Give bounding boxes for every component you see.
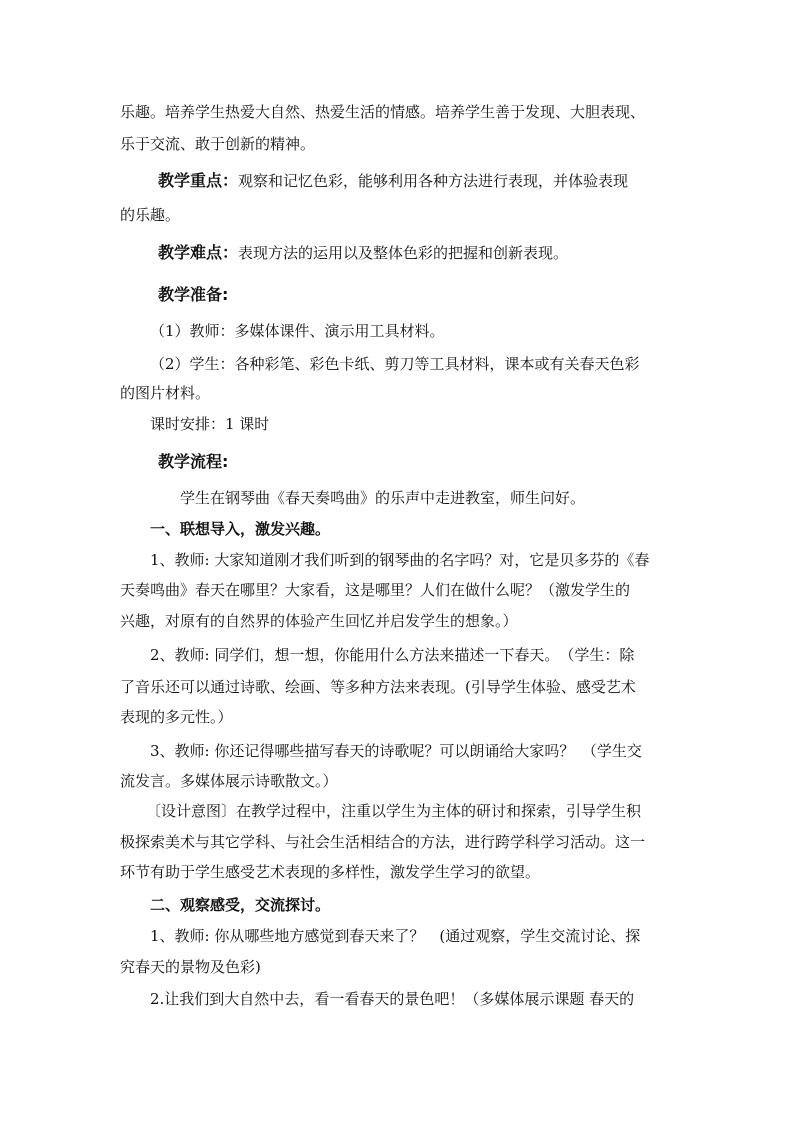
preparation-heading: 教学准备: (158, 285, 229, 304)
key-points-text: 观察和记忆色彩，能够利用各种方法进行表现，并体验表现 (238, 172, 629, 190)
key-points-line-2: 的乐趣。 (120, 206, 181, 224)
preparation-item-2-line-1: （2）学生：各种彩笔、彩色卡纸、剪刀等工具材料，课本或有关春天色彩 (150, 355, 640, 373)
section-1-p2-line-3: 表现的多元性。） (120, 708, 233, 726)
goal-line-1: 乐趣。培养学生热爱大自然、热爱生活的情感。培养学生善于发现、大胆表现、 (120, 103, 646, 121)
section-1-p2-line-2: 了音乐还可以通过诗歌、绘画、等多种方法来表现。(引导学生体验、感受艺术 (120, 678, 636, 696)
design-line-2: 极探索美术与其它学科、与社会生活相结合的方法，进行跨学科学习活动。这一 (120, 833, 646, 851)
section-1-heading: 一、联想导入，激发兴趣。 (150, 520, 331, 538)
preparation-item-1: （1）教师：多媒体课件、演示用工具材料。 (150, 322, 445, 340)
section-2-heading: 二、观察感受，交流探讨。 (150, 896, 331, 914)
section-1-p3-line-1: 3、教师: 你还记得哪些描写春天的诗歌呢？可以朗诵给大家吗？ （学生交 (150, 742, 642, 760)
design-line-1: 〔设计意图〕在教学过程中，注重以学生为主体的研讨和探索，引导学生积 (146, 802, 642, 820)
difficulties-label: 教学难点： (158, 243, 239, 262)
difficulties-line (158, 243, 718, 263)
key-points-label: 教学重点： (158, 171, 239, 190)
process-heading: 教学流程: (158, 452, 229, 471)
design-line-3: 环节有助于学生感受艺术表现的多样性，激发学生学习的欲望。 (120, 863, 541, 881)
section-1-p3-line-2: 流发言。多媒体展示诗歌散文。） (120, 772, 338, 790)
section-1-p1-line-1: 1、教师: 大家知道刚才我们听到的钢琴曲的名字吗？对，它是贝多芬的《春 (150, 551, 650, 569)
section-1-p1-line-2: 天奏鸣曲》春天在哪里？大家看，这是哪里？人们在做什么呢？（激发学生的 (120, 581, 631, 599)
section-2-p2-line-1: 2.让我们到大自然中去，看一看春天的景色吧！（多媒体展示课题 春天的 (150, 990, 635, 1008)
section-1-p1-line-3: 兴趣，对原有的自然界的体验产生回忆并启发学生的想象。） (120, 612, 518, 630)
preparation-item-2-line-2: 的图片材料。 (120, 384, 211, 402)
goal-line-2: 乐于交流、敢于创新的精神。 (120, 135, 316, 153)
difficulties-text: 表现方法的运用以及整体色彩的把握和创新表现。 (238, 244, 569, 262)
section-2-p1-line-2: 究春天的景物及色彩) (120, 958, 261, 976)
key-points-line-1 (158, 171, 718, 191)
section-2-p1-line-1: 1、教师: 你从哪些地方感觉到春天来了？ (通过观察，学生交流讨论、探 (150, 927, 641, 945)
section-1-p2-line-1: 2、教师: 同学们，想一想，你能用什么方法来描述一下春天。 （学生：除 (150, 646, 635, 664)
process-intro: 学生在钢琴曲《春天奏鸣曲》的乐声中走进教室，师生问好。 (180, 489, 586, 507)
schedule: 课时安排：1 课时 (150, 415, 270, 433)
